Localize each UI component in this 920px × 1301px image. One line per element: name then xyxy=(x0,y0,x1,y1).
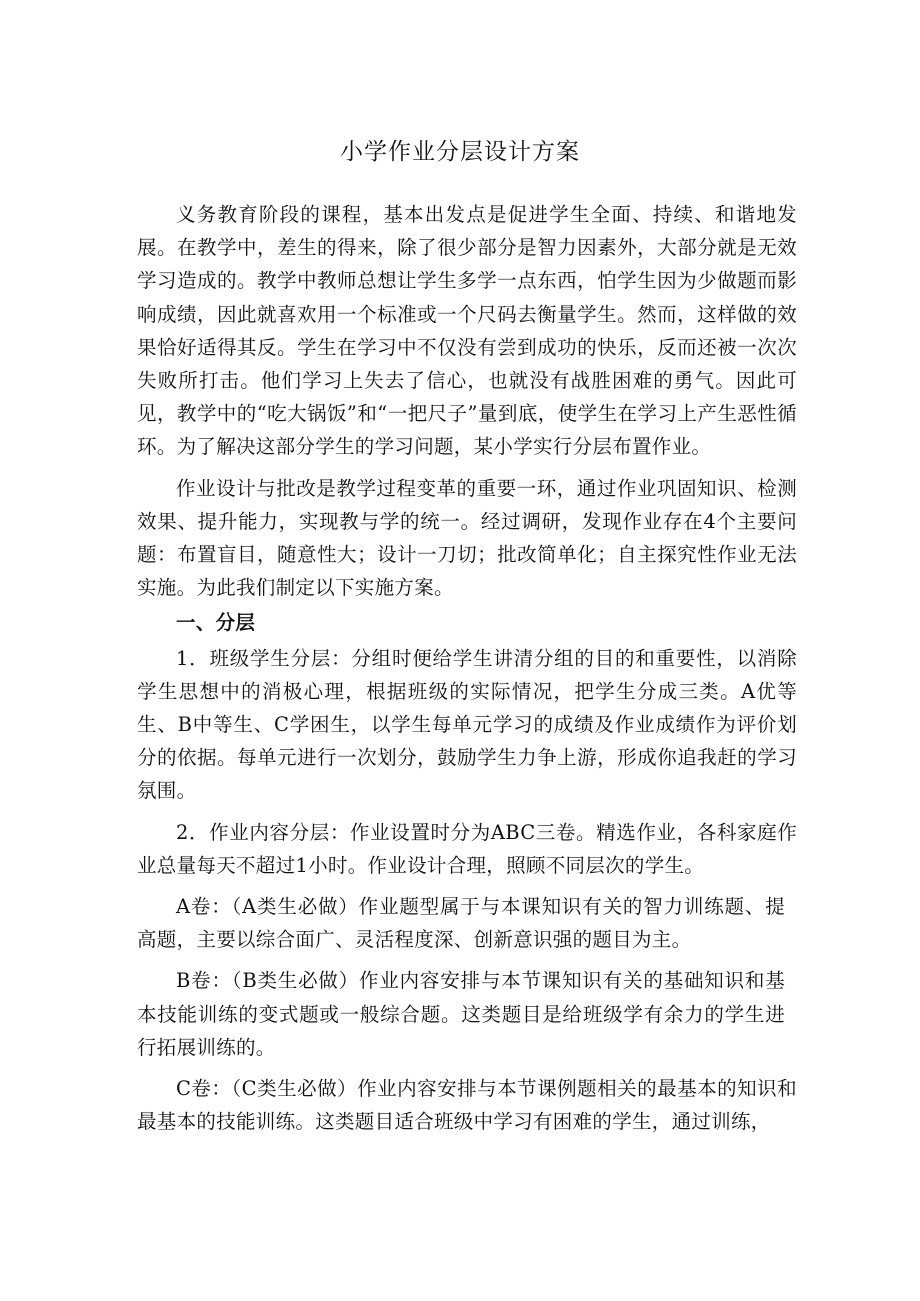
section-heading-layering: 一、分层 xyxy=(176,611,256,635)
paragraph-student-layering: 1．班级学生分层：分组时便给学生讲清分组的目的和重要性，以消除学生思想中的消极心理，根据班级的实际情况，把学生分成三类。A优等生、B中等生、C学困生，以学生每单元学习的成绩及作业成绩作为评价划分的依据。每单元进行一次划分，鼓励学生力争上游，形成你追我赶的学习氛围。 xyxy=(137,646,797,803)
paragraph-intro: 义务教育阶段的课程，基本出发点是促进学生全面、持续、和谐地发展。在教学中，差生的得来，除了很少部分是智力因素外，大部分就是无效学习造成的。教学中教师总想让学生多学一点东西，怕学生因为少做题而影响成绩，因此就喜欢用一个标准或一个尺码去衡量学生。然而，这样做的效果恰好适得其反。学生在学习中不仅没有尝到成功的快乐，反而还被一次次失败所打击。他们学习上失去了信心，也就没有战胜困难的勇气。因此可见，教学中的“吃大锅饭”和“一把尺子”量到底，使学生在学习上产生恶性循环。为了解决这部分学生的学习问题，某小学实行分层布置作业。 xyxy=(137,203,797,459)
paragraph-content-layering: 2．作业内容分层：作业设置时分为ABC三卷。精选作业，各科家庭作业总量每天不超过1小时。作业设计合理，照顾不同层次的学生。 xyxy=(137,820,797,877)
document-title: 小学作业分层设计方案 xyxy=(340,139,580,165)
paragraph-paper-b: B卷：（B类生必做）作业内容安排与本节课知识有关的基础知识和基本技能训练的变式题或一般综合题。这类题目是给班级学有余力的学生进行拓展训练的。 xyxy=(137,969,785,1059)
document-body xyxy=(137,198,797,1138)
paragraph-homework-design: 作业设计与批改是教学过程变革的重要一环，通过作业巩固知识、检测效果、提升能力，实现教与学的统一。经过调研，发现作业存在4个主要问题：布置盲目，随意性大；设计一刀切；批改简单化；自主探究性作业无法实施。为此我们制定以下实施方案。 xyxy=(137,476,797,600)
paragraph-paper-a: A卷：（A类生必做）作业题型属于与本课知识有关的智力训练题、提高题，主要以综合面广、灵活程度深、创新意识强的题目为主。 xyxy=(137,895,785,952)
paragraph-paper-c: C卷：（C类生必做）作业内容安排与本节课例题相关的最基本的知识和最基本的技能训练。这类题目适合班级中学习有困难的学生，通过训练， xyxy=(137,1077,797,1134)
